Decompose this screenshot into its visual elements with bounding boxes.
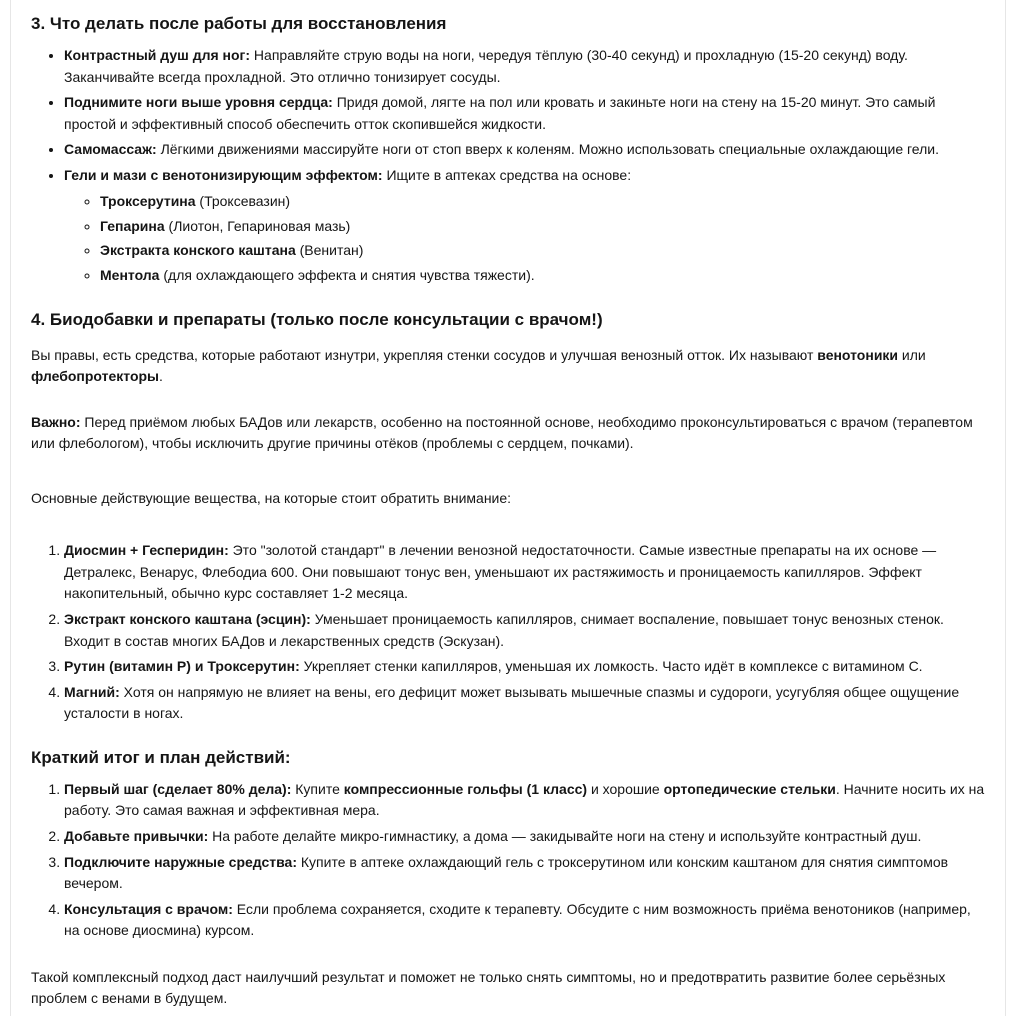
list-item: [64, 779, 985, 822]
list-item-bold-text: компрессионные гольфы (1 класс): [343, 780, 588, 797]
list-item: [64, 899, 985, 942]
list-item-text: Направляйте струю воды на ноги, чередуя тёплую (30-40 секунд) и прохладную (15-20 секунд) воду. Заканчивайте всегда прохладной. Это отлично тонизирует сосуды.: [64, 47, 908, 85]
list-item-text: (Троксевазин): [195, 193, 291, 210]
paragraph-bold-text: венотоники: [817, 346, 899, 363]
list-item-term: Первый шаг (сделает 80% дела):: [64, 780, 292, 797]
list-item-term: Ментола: [100, 267, 160, 284]
list-item: [64, 656, 985, 678]
list-item-term: Экстракта конского каштана: [100, 242, 296, 259]
list-item-text: Если проблема сохраняется, сходите к терапевту. Обсудите с ним возможность приёма венотоников (например, на основе диосмина) курсом.: [64, 900, 971, 939]
list-item-text: (Лиотон, Гепариновая мазь): [164, 217, 351, 234]
list-item: [64, 852, 985, 895]
substances-lead-in-paragraph: Основные действующие вещества, на которые стоит обратить внимание:: [31, 489, 512, 506]
list-item-term: Диосмин + Гесперидин:: [64, 542, 229, 559]
list-item: [64, 609, 985, 652]
paragraph-bold-text: Важно:: [31, 413, 81, 430]
list-item-term: Рутин (витамин Р) и Троксерутин:: [64, 658, 300, 675]
list-item: [64, 165, 985, 287]
list-item-term: Троксерутина: [100, 193, 196, 210]
paragraph-text: Перед приёмом любых БАДов или лекарств, особенно на постоянной основе, необходимо проконсультироваться с врачом (терапевтом или флебологом), чтобы исключить другие причины отёков (проблемы с сердцем, почками).: [31, 413, 973, 452]
list-item-term: Магний:: [64, 683, 120, 700]
recovery-bullet-list: [31, 45, 985, 286]
list-item: [64, 540, 985, 605]
content-panel: [10, 0, 1006, 1016]
list-item-text: Уменьшает проницаемость капилляров, снимает воспаление, повышает тонус венозных стенок. Входит в состав многих БАДов и лекарственных средств (Эскузан).: [64, 611, 944, 649]
closing-paragraph: Такой комплексный подход даст наилучший результат и поможет не только снять симптомы, но и предотвратить развитие более серьёзных проблем с венами в будущем.: [31, 968, 946, 1007]
list-item: [100, 191, 985, 213]
list-item-term: Гели и мази с венотонизирующим эффектом:: [64, 166, 383, 183]
list-item-text: (для охлаждающего эффекта и снятия чувства тяжести).: [159, 267, 535, 284]
warning-paragraph: [31, 412, 985, 455]
list-item-bold-text: ортопедические стельки: [663, 780, 836, 797]
paragraph-bold-text: флебопротекторы: [31, 368, 160, 385]
action-plan-ordered-list: [31, 779, 985, 942]
list-item-term: Поднимите ноги выше уровня сердца:: [64, 94, 333, 111]
list-item-text: Хотя он напрямую не влияет на вены, его дефицит может вызывать мышечные спазмы и судороги, усугубляя общее ощущение усталости в ногах.: [64, 683, 960, 722]
list-item: [64, 139, 985, 161]
list-item: [64, 682, 985, 725]
section-heading-supplements: 4. Биодобавки и препараты (только после консультации с врачом!): [31, 309, 603, 329]
list-item-text: Купите: [291, 780, 344, 797]
list-item-text: Лёгкими движениями массируйте ноги от стоп вверх к коленям. Можно использовать специальные охлаждающие гели.: [156, 141, 939, 158]
list-item: [64, 92, 985, 135]
list-item-term: Подключите наружные средства:: [64, 853, 297, 870]
gel-ingredient-sublist: [64, 191, 985, 286]
list-item-text: Это "золотой стандарт" в лечении венозной недостаточности. Самые известные препараты на их основе — Детралекс, Венарус, Флебодиа 600. Они повышают тонус вен, уменьшают их растяжимость и проницаемость капилляров. Эффект накопительный, обычно курс составляет 1-2 месяца.: [64, 542, 937, 602]
list-item: [100, 265, 985, 287]
section-heading-summary: Краткий итог и план действий:: [31, 747, 291, 767]
section-heading-recovery: 3. Что делать после работы для восстановления: [31, 14, 447, 33]
list-item-term: Контрастный душ для ног:: [64, 47, 251, 64]
list-item-term: Самомассаж:: [64, 141, 157, 158]
list-item-text: На работе делайте микро-гимнастику, а дома — закидывайте ноги на стену и используйте контрастный душ.: [208, 827, 922, 844]
list-item-term: Экстракт конского каштана (эсцин):: [64, 611, 311, 628]
list-item-text: Укрепляет стенки капилляров, уменьшая их ломкость. Часто идёт в комплексе с витамином С.: [299, 658, 923, 675]
list-item: [64, 826, 985, 848]
list-item: [100, 216, 985, 238]
list-item: [100, 240, 985, 262]
list-item-text: Купите в аптеке охлаждающий гель с троксерутином или конским каштаном для снятия симптомов вечером.: [64, 853, 949, 892]
substances-ordered-list: [31, 540, 985, 724]
paragraph-text: Вы правы, есть средства, которые работают изнутри, укрепляя стенки сосудов и улучшая венозный отток. Их называют: [31, 346, 818, 363]
list-item: [64, 45, 985, 88]
list-item-term: Гепарина: [100, 217, 165, 234]
list-item-text: Придя домой, лягте на пол или кровать и закиньте ноги на стену на 15-20 минут. Это самый простой и эффективный способ обеспечить отток скопившейся жидкости.: [64, 94, 936, 132]
supplements-intro-paragraph: [31, 345, 985, 388]
paragraph-text: .: [159, 368, 163, 385]
list-item-term: Добавьте привычки:: [64, 827, 209, 844]
list-item-text: и хорошие: [587, 780, 664, 797]
paragraph-text: или: [898, 346, 926, 363]
list-item-text: (Венитан): [295, 242, 364, 259]
list-item-text: Ищите в аптеках средства на основе:: [382, 166, 632, 183]
list-item-term: Консультация с врачом:: [64, 900, 233, 917]
list-item-text: . Начните носить их на работу. Это самая важная и эффективная мера.: [64, 780, 985, 819]
